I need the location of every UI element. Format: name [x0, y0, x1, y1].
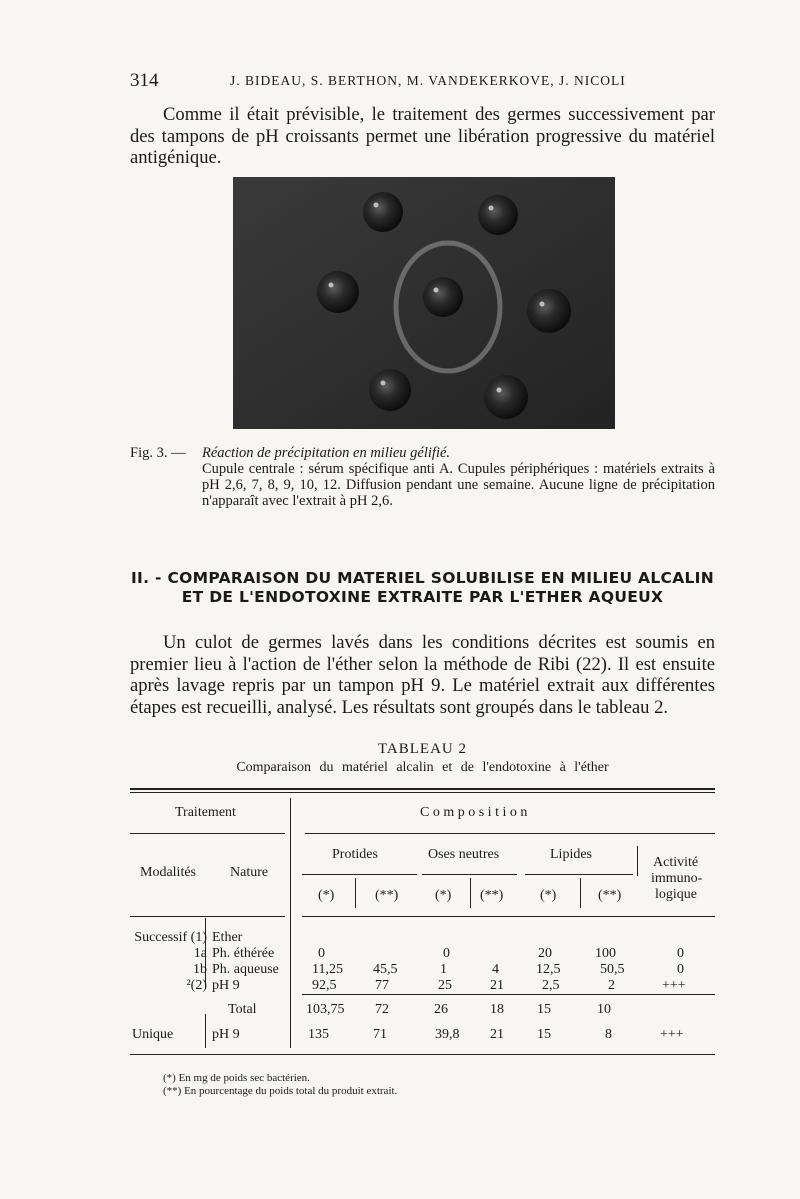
precipitation-plate-image: [233, 177, 615, 429]
intro-text: Comme il était prévisible, le traitement des germes successivement par des tampons de pH croissants permet une libération progressive du matériel antigénique.: [130, 104, 715, 168]
cell-oses-pct: 21: [490, 978, 504, 993]
th-l-unit2: (**): [598, 888, 622, 903]
footnote-2: (**) En pourcentage du poids total du produit extrait.: [163, 1085, 398, 1097]
th-protides: Protides: [332, 847, 378, 862]
th-o-unit1: (*): [435, 888, 452, 903]
th-oses: Oses neutres: [428, 847, 500, 862]
cell-oses-pct: 21: [490, 1027, 504, 1042]
table-rule-l-vert: [580, 878, 581, 908]
figure-caption-text: Cupule centrale : sérum spécifique anti A. Cupules périphériques : matériels extraits à pH 2,6, 7, 8, 9, 10, 12. Diffusion pendant une semaine. Aucune ligne de précipitation n'apparaît avec l'extrait à pH 2,6.: [202, 461, 715, 509]
cell-protides-pct: 77: [375, 978, 389, 993]
cell-modalite: Successif (1): [134, 930, 207, 945]
table-rule-composition: [305, 833, 715, 834]
table-top-rule: [130, 788, 715, 790]
cell-modalite: ²(2): [186, 978, 207, 993]
section-title-line1: COMPARAISON DU MATERIEL SOLUBILISE EN MILIEU ALCALIN: [167, 569, 715, 587]
cell-activite: +++: [662, 978, 686, 993]
cell-protides-mg: 135: [308, 1027, 329, 1042]
figure-label: Fig. 3. —: [130, 445, 186, 461]
section-number: II. -: [130, 569, 162, 587]
cell-oses-mg: 39,8: [435, 1027, 460, 1042]
author-line: J. BIDEAU, S. BERTHON, M. VANDEKERKOVE, J. NICOLI: [230, 73, 626, 88]
th-logique: logique: [655, 887, 697, 902]
cell-oses-mg: 26: [434, 1002, 448, 1017]
table-rule-activite-vert: [637, 846, 638, 876]
cell-lipides-mg: 15: [537, 1027, 551, 1042]
cell-nature: Total: [228, 1002, 257, 1017]
table-divider-vertical: [290, 798, 291, 1048]
cell-lipides-pct: 8: [605, 1027, 612, 1042]
results-table: [130, 788, 715, 1058]
footnote-1: (*) En mg de poids sec bactérien.: [163, 1072, 310, 1084]
table-rule-o-vert: [470, 878, 471, 908]
cell-modalite: Unique: [132, 1027, 174, 1042]
cell-activite: 0: [677, 946, 684, 961]
cell-lipides-pct: 2: [608, 978, 615, 993]
cell-oses-mg: 1: [440, 962, 447, 977]
th-l-unit1: (*): [540, 888, 557, 903]
table-rule-lipides: [525, 874, 633, 875]
figure-photo: [233, 177, 615, 429]
table-top-rule-2: [130, 792, 715, 793]
cell-protides-mg: 103,75: [306, 1002, 345, 1017]
cell-oses-mg: 0: [443, 946, 450, 961]
table-label: TABLEAU 2: [377, 741, 468, 757]
table-rule-p-vert: [355, 878, 356, 908]
page-number: 314: [130, 70, 159, 91]
intro-paragraph: [130, 104, 715, 169]
cell-protides-mg: 11,25: [312, 962, 343, 977]
table-header-rule-right: [302, 916, 715, 917]
cell-protides-pct: 72: [375, 1002, 389, 1017]
cell-oses-pct: 18: [490, 1002, 504, 1017]
cell-oses-mg: 25: [438, 978, 452, 993]
th-o-unit2: (**): [480, 888, 504, 903]
table-bottom-rule: [130, 1054, 715, 1055]
body-paragraph: [130, 632, 715, 718]
body-text: Un culot de germes lavés dans les conditions décrites est soumis en premier lieu à l'action de l'éther selon la méthode de Ribi (22). Il est ensuite après lavage repris par un tampon pH 9. Le matériel extrait aux différentes étapes est recueilli, analysé. Les résultats sont groupés dans le tableau 2.: [130, 632, 715, 718]
cell-protides-mg: 0: [318, 946, 325, 961]
table-mod-divider-2: [205, 1014, 206, 1048]
table-caption: Comparaison du matériel alcalin et de l'endotoxine à l'éther: [236, 760, 609, 775]
figure-title: Réaction de précipitation en milieu gélifié.: [202, 445, 451, 461]
cell-modalite: 1b: [193, 962, 207, 977]
cell-oses-pct: 4: [492, 962, 499, 977]
cell-lipides-mg: 12,5: [536, 962, 561, 977]
section-title-line2: ET DE L'ENDOTOXINE EXTRAITE PAR L'ETHER AQUEUX: [181, 588, 664, 606]
cell-activite: 0: [677, 962, 684, 977]
cell-protides-mg: 92,5: [312, 978, 337, 993]
cell-lipides-mg: 20: [538, 946, 552, 961]
cell-lipides-mg: 15: [537, 1002, 551, 1017]
table-rule-oses: [422, 874, 517, 875]
th-p-unit2: (**): [375, 888, 399, 903]
cell-nature: Ph. éthérée: [212, 946, 275, 961]
cell-protides-pct: 71: [373, 1027, 387, 1042]
th-activite: Activité: [653, 855, 699, 870]
cell-activite: +++: [660, 1027, 684, 1042]
cell-lipides-pct: 10: [597, 1002, 611, 1017]
th-modalites: Modalités: [140, 865, 196, 880]
running-header: [130, 70, 715, 92]
th-immuno: immuno-: [651, 871, 703, 886]
table-total-rule: [302, 994, 715, 995]
th-nature: Nature: [230, 865, 269, 880]
th-traitement: Traitement: [175, 805, 236, 820]
th-p-unit1: (*): [318, 888, 335, 903]
cell-lipides-pct: 50,5: [600, 962, 625, 977]
cell-protides-pct: 45,5: [373, 962, 398, 977]
cell-nature: pH 9: [212, 978, 240, 993]
cell-lipides-mg: 2,5: [542, 978, 560, 993]
cell-lipides-pct: 100: [595, 946, 616, 961]
table-header-rule-left: [130, 916, 285, 917]
cell-nature: Ether: [212, 930, 243, 945]
th-composition: C o m p o s i t i o n: [420, 805, 528, 820]
table-rule-protides: [302, 874, 417, 875]
section-heading: [130, 569, 715, 607]
cell-nature: Ph. aqueuse: [212, 962, 279, 977]
table-rule-traitement: [130, 833, 285, 834]
cell-nature: pH 9: [212, 1027, 240, 1042]
cell-modalite: 1a: [193, 946, 207, 961]
th-lipides: Lipides: [550, 847, 592, 862]
